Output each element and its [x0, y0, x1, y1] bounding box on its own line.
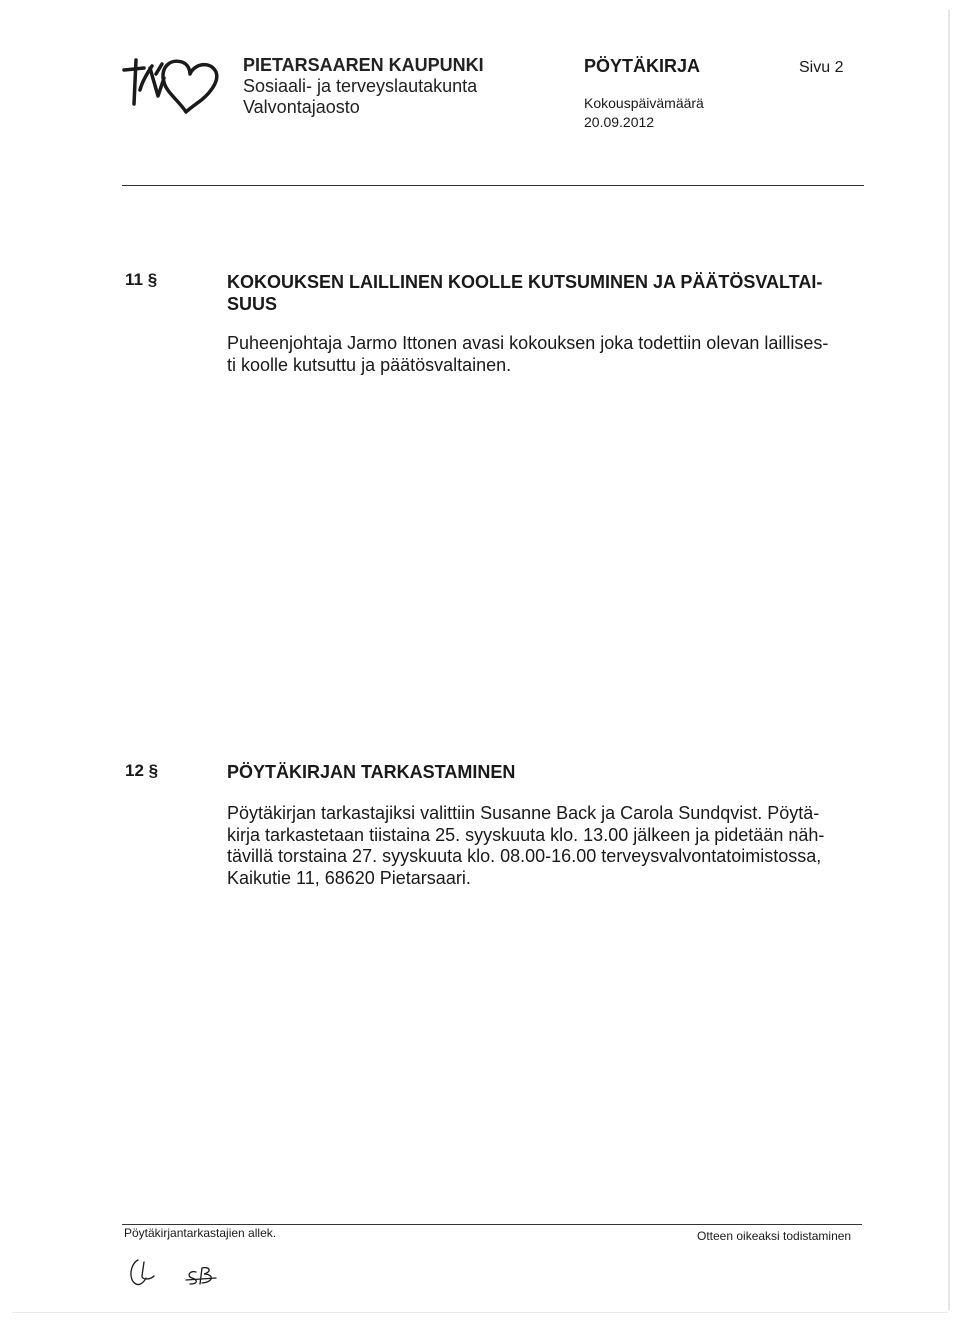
- section-title-line: PÖYTÄKIRJAN TARKASTAMINEN: [227, 762, 516, 782]
- org-name: PIETARSAAREN KAUPUNKI: [243, 55, 484, 75]
- section-body: [227, 333, 867, 376]
- footer-divider: [122, 1224, 862, 1225]
- header-divider: [122, 185, 864, 186]
- meeting-date: 20.09.2012: [584, 114, 655, 130]
- body-line: tävillä torstaina 27. syyskuuta klo. 08.00-16.00 terveysvalvontatoimistossa,: [227, 846, 822, 866]
- reviewers-signature-label: Pöytäkirjantarkastajien allek.: [124, 1226, 277, 1240]
- page-edge: [12, 1312, 948, 1313]
- body-line: ti koolle kutsuttu ja päätösvaltainen.: [227, 354, 512, 375]
- section-body: [227, 803, 867, 889]
- section-number: 11 §: [125, 270, 158, 289]
- org-section: Valvontajaosto: [243, 97, 360, 117]
- document-type: PÖYTÄKIRJA: [584, 56, 701, 76]
- certification-label: Otteen oikeaksi todistaminen: [697, 1229, 852, 1243]
- organization-block: [243, 55, 484, 118]
- org-board: Sosiaali- ja terveyslautakunta: [243, 76, 478, 96]
- section-title: [227, 761, 867, 783]
- city-logo: [120, 52, 230, 122]
- body-line: Pöytäkirjan tarkastajiksi valittiin Susanne Back ja Carola Sundqvist. Pöytä-: [227, 803, 820, 823]
- section-title-line: SUUS: [227, 294, 278, 314]
- body-line: Puheenjohtaja Jarmo Ittonen avasi kokouksen joka todettiin olevan laillises-: [227, 333, 829, 353]
- handwritten-initials: [124, 1250, 234, 1290]
- section-number: 12 §: [125, 761, 159, 780]
- body-line: kirja tarkastetaan tiistaina 25. syyskuuta klo. 13.00 jälkeen ja pidetään näh-: [227, 824, 825, 845]
- date-label: Kokouspäivämäärä: [584, 95, 704, 111]
- section-title-line: KOKOUKSEN LAILLINEN KOOLLE KUTSUMINEN JA PÄÄTÖSVALTAI-: [227, 272, 823, 292]
- body-line: Kaikutie 11, 68620 Pietarsaari.: [227, 867, 471, 888]
- page-number: Sivu 2: [799, 59, 844, 76]
- section-title: [227, 271, 867, 315]
- page-edge: [948, 10, 950, 1310]
